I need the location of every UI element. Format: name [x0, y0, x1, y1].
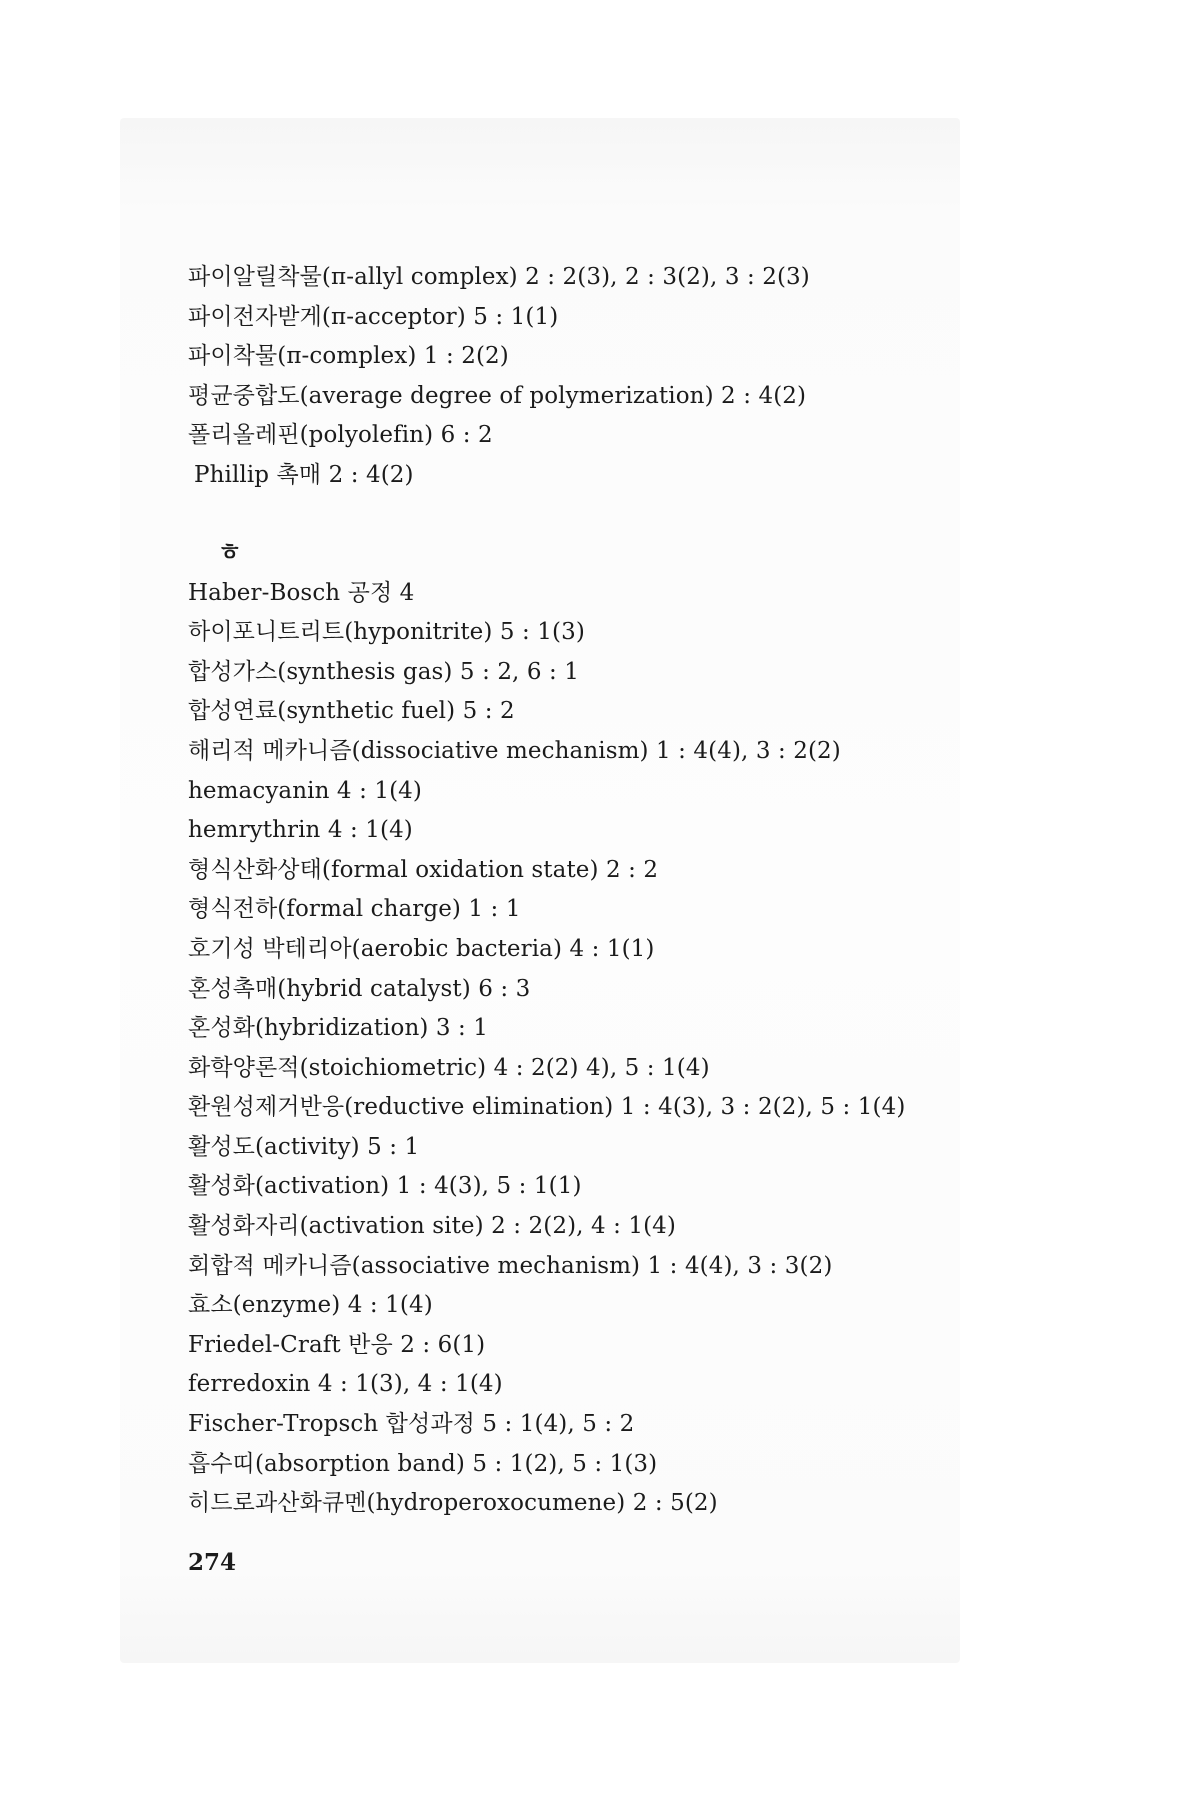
index-entries: [188, 258, 988, 1524]
index-entry: Phillip 촉매 2 : 4(2): [194, 461, 414, 488]
index-entry: 형식전하(formal charge) 1 : 1: [188, 896, 521, 923]
index-entry: 형식산화상태(formal oxidation state) 2 : 2: [188, 856, 659, 883]
index-entry: 히드로과산화큐멘(hydroperoxocumene) 2 : 5(2): [188, 1490, 718, 1517]
index-entry: 파이착물(π-complex) 1 : 2(2): [188, 343, 509, 370]
index-entry: 활성도(activity) 5 : 1: [188, 1133, 420, 1160]
index-entry: 파이알릴착물(π-allyl complex) 2 : 2(3), 2 : 3(2), 3 : 2(3): [188, 264, 810, 290]
section-gap: [188, 496, 988, 530]
index-entry: 활성화자리(activation site) 2 : 2(2), 4 : 1(4): [188, 1213, 676, 1240]
index-entry: hemacyanin 4 : 1(4): [188, 777, 422, 804]
index-entry: 환원성제거반응(reductive elimination) 1 : 4(3), 3 : 2(2), 5 : 1(4): [188, 1094, 906, 1121]
index-entry: 파이전자받게(π-acceptor) 5 : 1(1): [188, 303, 559, 330]
index-entry: 합성가스(synthesis gas) 5 : 2, 6 : 1: [188, 658, 580, 685]
index-entry: 하이포니트리트(hyponitrite) 5 : 1(3): [188, 619, 585, 646]
index-entry: Fischer-Tropsch 합성과정 5 : 1(4), 5 : 2: [188, 1411, 635, 1438]
index-entry: 흡수띠(absorption band) 5 : 1(2), 5 : 1(3): [188, 1450, 658, 1477]
index-entry: 회합적 메카니즘(associative mechanism) 1 : 4(4), 3 : 3(2): [188, 1252, 833, 1279]
index-entry: 효소(enzyme) 4 : 1(4): [188, 1292, 433, 1319]
index-entry: 화학양론적(stoichiometric) 4 : 2(2) 4), 5 : 1(4): [188, 1054, 710, 1081]
index-entry: 해리적 메카니즘(dissociative mechanism) 1 : 4(4), 3 : 2(2): [188, 737, 841, 764]
page-number: 274: [188, 1549, 237, 1576]
index-entry: 평균중합도(average degree of polymerization) 2 : 4(2): [188, 382, 807, 409]
index-entry: hemrythrin 4 : 1(4): [188, 817, 413, 844]
index-entry: Friedel-Craft 반응 2 : 6(1): [188, 1331, 486, 1358]
index-entry: 호기성 박테리아(aerobic bacteria) 4 : 1(1): [188, 935, 655, 962]
index-entry: 활성화(activation) 1 : 4(3), 5 : 1(1): [188, 1173, 582, 1200]
index-entry: ferredoxin 4 : 1(3), 4 : 1(4): [188, 1371, 503, 1398]
index-entry: 합성연료(synthetic fuel) 5 : 2: [188, 698, 515, 725]
index-entry: Haber-Bosch 공정 4: [188, 579, 415, 606]
index-entry: 폴리올레핀(polyolefin) 6 : 2: [188, 422, 493, 449]
section-heading: ㅎ: [218, 536, 242, 566]
index-entry: 혼성촉매(hybrid catalyst) 6 : 3: [188, 975, 531, 1002]
index-entry: 혼성화(hybridization) 3 : 1: [188, 1015, 488, 1042]
